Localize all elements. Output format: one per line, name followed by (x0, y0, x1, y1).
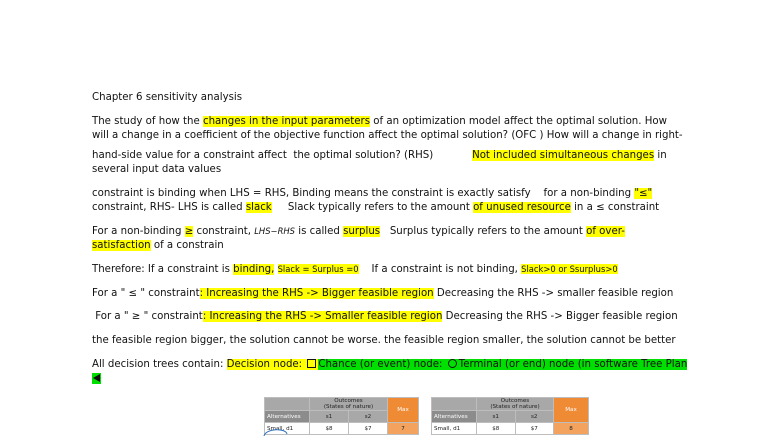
alternatives-header: Alternatives (432, 411, 477, 423)
s1-header: s1 (310, 411, 349, 423)
highlight-not-simultaneous: Not included simultaneous changes (472, 150, 655, 161)
paragraph-input-parameters-line4: several input data values (92, 164, 222, 175)
text: Decreasing the RHS -> smaller feasible region (433, 288, 674, 299)
text: For a " ≥ " constraint (92, 311, 203, 322)
highlight-terminal-icon (92, 373, 101, 384)
highlight-terminal-node: Terminal (or end) node (in software Tree Plan (458, 359, 688, 370)
paragraph-surplus-line2 (92, 240, 224, 251)
text: constraint, (193, 226, 255, 237)
text: constraint, RHS- LHS is called (92, 202, 246, 213)
paragraph-binding-line2 (92, 202, 659, 213)
paragraph-decision-trees (92, 359, 687, 370)
loop-stroke (264, 430, 287, 436)
paragraph-binding-line1 (92, 188, 652, 199)
paragraph-decision-trees-line2 (92, 373, 101, 384)
highlight-leq: "≤" (634, 188, 653, 199)
text: Slack typically refers to the amount (271, 202, 474, 213)
value-cell: $8 (310, 423, 349, 435)
terminal-node-triangle-icon (93, 374, 100, 382)
max-header: Max (388, 398, 419, 423)
paragraph-therefore (92, 264, 618, 275)
table-blank-cell (432, 398, 477, 411)
s2-header: s2 (515, 411, 554, 423)
text: of a constrain (150, 240, 224, 251)
highlight-chance-node (318, 359, 458, 370)
value-cell: $7 (515, 423, 554, 435)
paragraph-geq-constraint (92, 311, 678, 322)
table-blank-cell (265, 398, 310, 411)
states-label: (States of nature) (323, 404, 374, 410)
highlight-input-parameters: changes in the input parameters (202, 116, 371, 127)
highlight-satisfaction: satisfaction (92, 240, 151, 251)
text: For a non-binding (92, 226, 185, 237)
outcomes-label: Outcomes (500, 398, 530, 404)
alternatives-header: Alternatives (265, 411, 310, 423)
text: in (654, 150, 667, 161)
highlight-over-satisfaction: of over- (586, 226, 625, 237)
highlight-slack: slack (245, 202, 272, 213)
highlight-increase-bigger: : Increasing the RHS -> Bigger feasible region (199, 288, 434, 299)
text: Surplus typically refers to the amount (380, 226, 587, 237)
text: Decreasing the RHS -> Bigger feasible region (442, 311, 678, 322)
paragraph-input-parameters-line3 (92, 150, 667, 161)
text: The study of how the (92, 116, 203, 127)
outcomes-header (477, 398, 554, 411)
value-cell: $8 (477, 423, 516, 435)
decision-node-square-icon (307, 359, 316, 368)
highlight-unused-resource: of unused resource (473, 202, 571, 213)
text: For a " ≤ " constraint (92, 288, 200, 299)
outcomes-header (310, 398, 388, 411)
value-cell: $7 (349, 423, 388, 435)
text: in a ≤ constraint (570, 202, 660, 213)
max-value-cell: 8 (554, 423, 589, 435)
highlight-increase-smaller: : Increasing the RHS -> Smaller feasible region (202, 311, 443, 322)
chance-node-circle-icon (448, 359, 457, 368)
highlight-binding: binding, (233, 264, 275, 275)
s2-header: s2 (349, 411, 388, 423)
alternative-cell: Small, d1 (432, 423, 477, 435)
highlight-geq: ≥ (184, 226, 194, 237)
text-lhs-rhs: LHS−RHS (254, 226, 295, 236)
page-title: Chapter 6 sensitivity analysis (92, 92, 243, 103)
states-label: (States of nature) (490, 404, 540, 410)
highlight-decision-node (227, 359, 319, 370)
paragraph-feasible-region: the feasible region bigger, the solution cannot be worse. the feasible region smaller, the solution cannot be better (92, 335, 676, 346)
text: is called (295, 226, 344, 237)
text: hand-side value for a constraint affect the optimal solution? (RHS) (92, 150, 473, 161)
decision-node-label: Decision node: (226, 359, 306, 370)
max-value-cell: 7 (388, 423, 419, 435)
max-header: Max (554, 398, 589, 423)
paragraph-surplus-line1 (92, 226, 625, 237)
chance-node-label: Chance (or event) node: (318, 359, 446, 370)
payoff-table-2 (431, 397, 589, 435)
outcomes-label: Outcomes (334, 398, 363, 404)
highlight-slack-positive: Slack>0 or Ssurplus>0 (521, 264, 618, 274)
text: All decision trees contain: (92, 359, 227, 370)
text: of an optimization model affect the optimal solution. How (370, 116, 667, 127)
paragraph-input-parameters-line2: will a change in a coefficient of the objective function affect the optimal solution? (OFC ) How will a change in right- (92, 130, 683, 141)
alternative-cell: Small, d1 (265, 423, 310, 435)
paragraph-leq-constraint (92, 288, 673, 299)
paragraph-input-parameters-line1 (92, 116, 667, 127)
text: constraint is binding when LHS = RHS, Binding means the constraint is exactly satisfy for a non-binding (92, 188, 635, 199)
text: If a constraint is not binding, (358, 264, 522, 275)
text: Therefore: If a constraint is (92, 264, 234, 275)
s1-header: s1 (477, 411, 516, 423)
selection-loop-annotation (260, 426, 290, 442)
highlight-slack-surplus-zero: Slack = Surplus =0 (277, 264, 359, 274)
highlight-surplus: surplus (343, 226, 381, 237)
